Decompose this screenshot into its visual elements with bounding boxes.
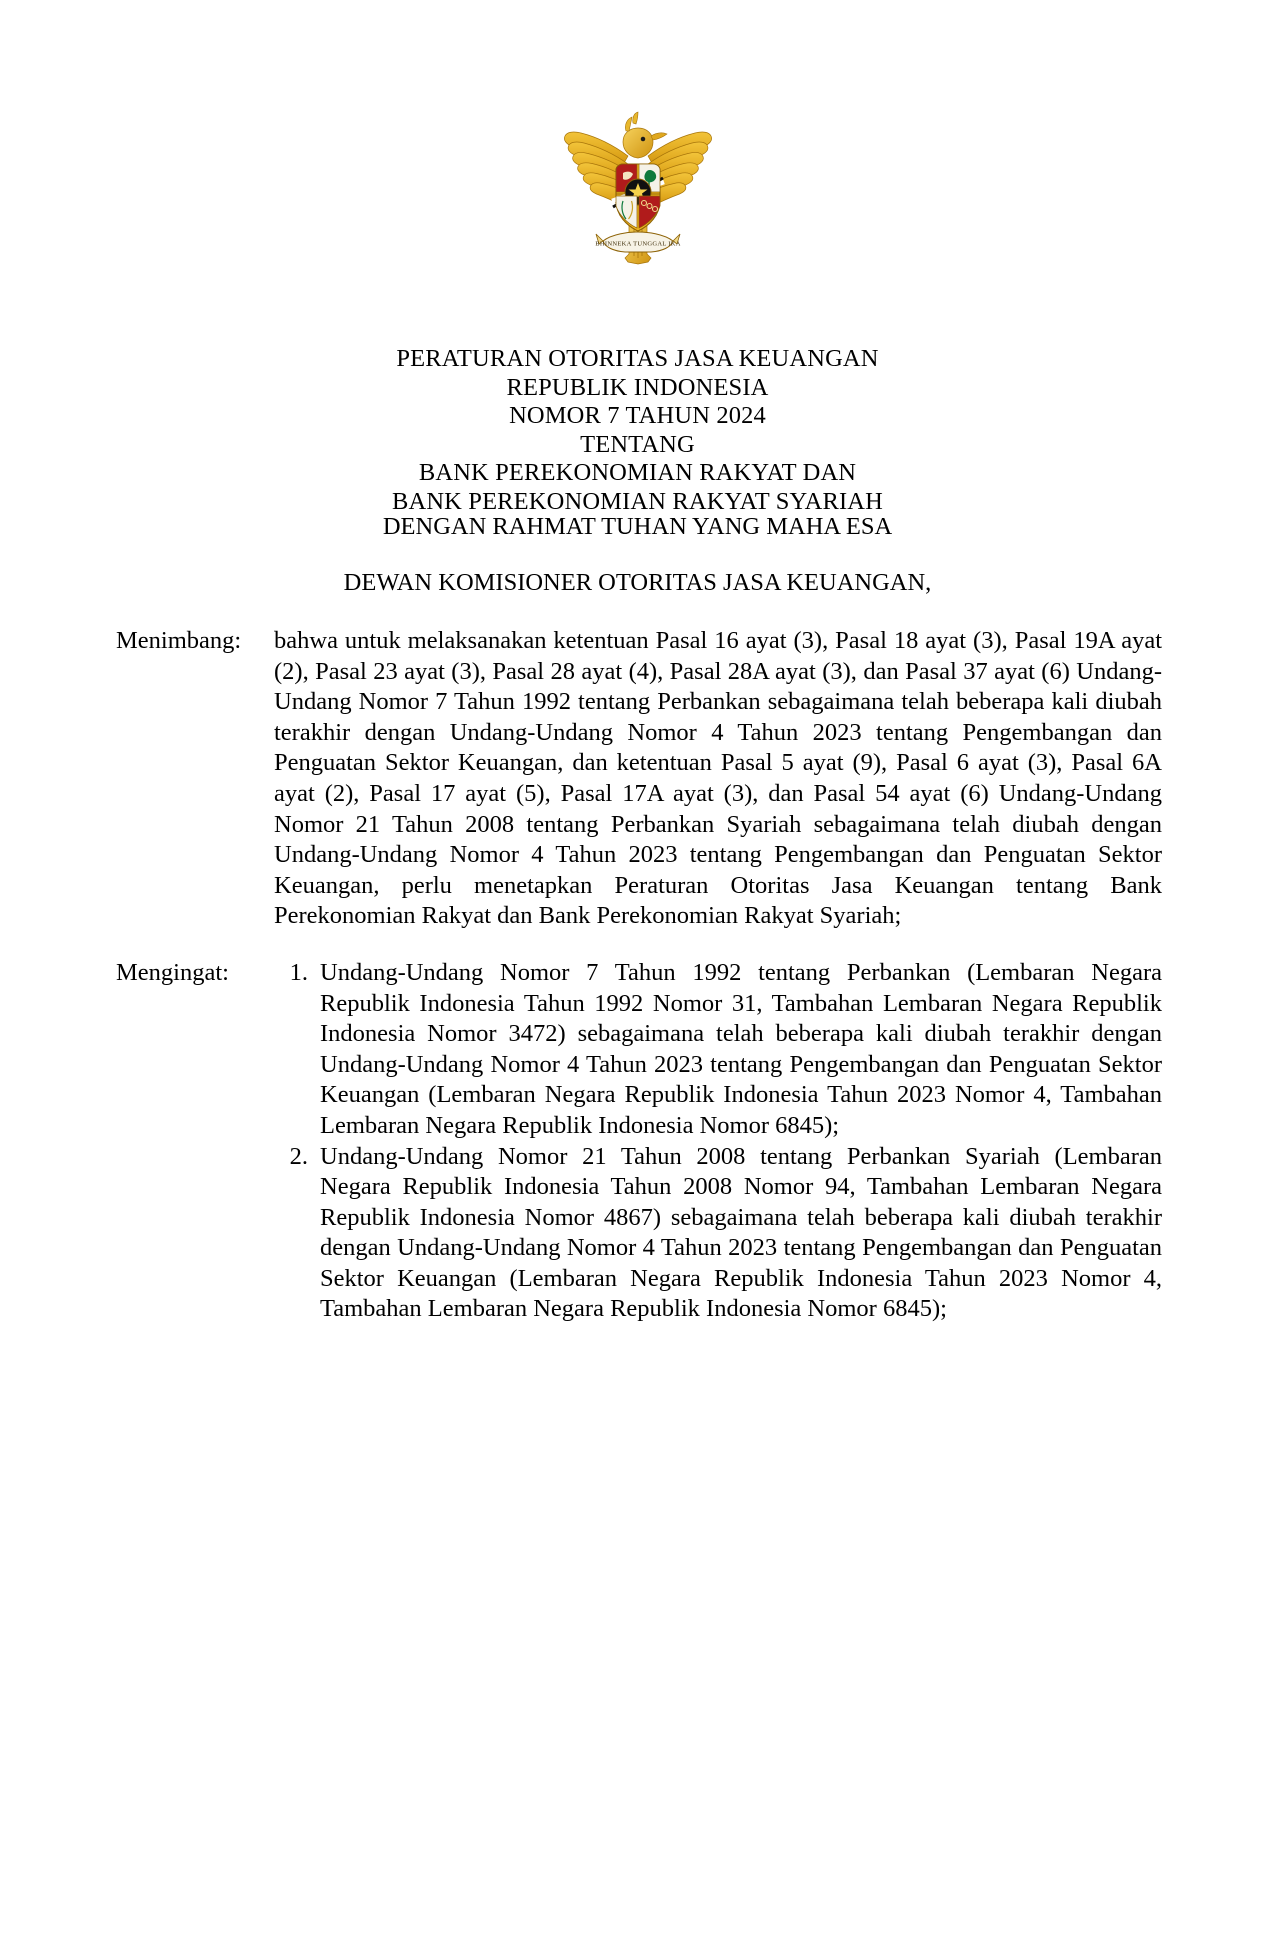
- preamble-spacer: [0, 542, 1275, 569]
- preamble-block: [0, 513, 1275, 597]
- list-item: [274, 1142, 1162, 1326]
- list-item-text: Undang-Undang Nomor 7 Tahun 1992 tentang Perbankan (Lembaran Negara Republik Indonesia Tahun 1992 Nomor 31, Tambahan Lembaran Negara Republik Indonesia Nomor 3472) sebagaimana telah beberapa kali diubah terakhir dengan Undang-Undang Nomor 4 Tahun 2023 tentang Pengembangan dan Penguatan Sektor Keuangan (Lembaran Negara Republik Indonesia Tahun 2023 Nomor 4, Tambahan Lembaran Negara Republik Indonesia Nomor 6845);: [320, 958, 1162, 1139]
- considering-text: bahwa untuk melaksanakan ketentuan Pasal 16 ayat (3), Pasal 18 ayat (3), Pasal 19A ayat (2), Pasal 23 ayat (3), Pasal 28 ayat (4), Pasal 28A ayat (3), dan Pasal 37 ayat (6) Undang-Undang Nomor 7 Tahun 1992 tentang Perbankan sebagaimana telah beberapa kali diubah terakhir dengan Undang-Undang Nomor 4 Tahun 2023 tentang Pengembangan dan Penguatan Sektor Keuangan, dan ketentuan Pasal 5 ayat (9), Pasal 6 ayat (3), Pasal 6A ayat (2), Pasal 17 ayat (5), Pasal 17A ayat (3), dan Pasal 54 ayat (6) Undang-Undang Nomor 21 Tahun 2008 tentang Perbankan Syariah sebagaimana telah diubah dengan Undang-Undang Nomor 4 Tahun 2023 tentang Pengembangan dan Penguatan Sektor Keuangan, perlu menetapkan Peraturan Otoritas Jasa Keuangan tentang Bank Perekonomian Rakyat dan Bank Perekonomian Rakyat Syariah;: [274, 627, 1162, 930]
- list-item: [274, 958, 1162, 1142]
- emblem-motto-text: BHINNEKA TUNGGAL IKA: [594, 240, 681, 248]
- list-item-number: 2.: [289, 1142, 308, 1170]
- list-item-number: 1.: [289, 958, 308, 986]
- emblem-container: [0, 108, 1275, 281]
- recalling-clause: [116, 958, 1162, 1325]
- authority-line: DEWAN KOMISIONER OTORITAS JASA KEUANGAN,: [343, 568, 932, 596]
- considering-body: [274, 626, 1162, 932]
- title-line-1: PERATURAN OTORITAS JASA KEUANGAN: [396, 345, 879, 372]
- title-line-5: BANK PEREKONOMIAN RAKYAT DAN: [418, 459, 857, 486]
- recalling-body: [274, 958, 1162, 1325]
- title-line-2: REPUBLIK INDONESIA: [506, 373, 769, 401]
- recalling-list: [274, 958, 1162, 1325]
- considering-clause: [116, 626, 1162, 932]
- title-line-3: NOMOR 7 TAHUN 2024: [509, 402, 766, 429]
- list-item-text: Undang-Undang Nomor 21 Tahun 2008 tentang Perbankan Syariah (Lembaran Negara Republik Indonesia Tahun 2008 Nomor 94, Tambahan Lembaran Negara Republik Indonesia Nomor 4867) sebagaimana telah beberapa kali diubah terakhir dengan Undang-Undang Nomor 4 Tahun 2023 tentang Pengembangan dan Penguatan Sektor Keuangan (Lembaran Negara Republik Indonesia Tahun 2023 Nomor 4, Tambahan Lembaran Negara Republik Indonesia Nomor 6845);: [320, 1142, 1162, 1323]
- document-title-block: [0, 345, 1275, 516]
- title-line-6: BANK PEREKONOMIAN RAKYAT SYARIAH: [392, 487, 883, 515]
- document-body: [116, 626, 1162, 1325]
- recalling-label: Mengingat:: [116, 958, 229, 986]
- garuda-pancasila-emblem: [553, 108, 723, 276]
- blessing-line: DENGAN RAHMAT TUHAN YANG MAHA ESA: [382, 513, 893, 540]
- title-line-4: TENTANG: [580, 430, 695, 458]
- considering-label: Menimbang:: [116, 627, 242, 654]
